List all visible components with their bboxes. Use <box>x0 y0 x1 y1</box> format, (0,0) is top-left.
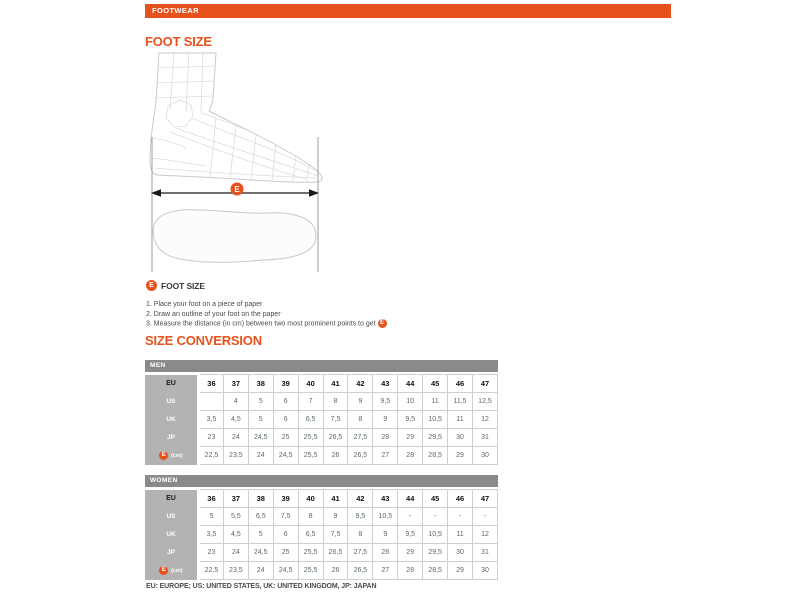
size-cell: 30 <box>448 429 473 447</box>
size-cell: 24,5 <box>273 562 298 580</box>
dimension-e-letter: E <box>234 185 240 194</box>
size-cell: 5 <box>248 526 273 544</box>
size-cell: 22,5 <box>199 447 224 465</box>
row-label-unit: (cm) <box>169 568 183 575</box>
size-cell: 45 <box>423 490 448 508</box>
size-cell: 37 <box>223 375 248 393</box>
size-cell: 25,5 <box>298 429 323 447</box>
size-cell: 9,5 <box>398 411 423 429</box>
size-cell: 30 <box>448 544 473 562</box>
size-cell: 28 <box>398 447 423 465</box>
size-cell: 25,5 <box>298 562 323 580</box>
size-cell: 8 <box>323 393 348 411</box>
size-cell: 9 <box>373 411 398 429</box>
size-cell: 44 <box>398 490 423 508</box>
size-cell: 43 <box>373 490 398 508</box>
section-title-size-conversion: SIZE CONVERSION <box>145 333 262 348</box>
size-cell: - <box>398 508 423 526</box>
size-cell: 4,5 <box>223 526 248 544</box>
size-cell: 24 <box>223 544 248 562</box>
size-cell: 6,5 <box>248 508 273 526</box>
size-cell: 39 <box>273 490 298 508</box>
row-label-unit: (cm) <box>169 453 183 460</box>
size-row-us <box>145 393 498 411</box>
size-cell: 12 <box>472 411 497 429</box>
size-cell: 28 <box>373 429 398 447</box>
size-cell: 6 <box>273 393 298 411</box>
size-cell: 28,5 <box>423 447 448 465</box>
category-header-bar: FOOTWEAR <box>145 4 671 18</box>
e-circle-icon: E <box>146 280 157 291</box>
size-cell: 4 <box>223 393 248 411</box>
size-row-cm <box>145 447 498 465</box>
size-cell: 26,5 <box>348 562 373 580</box>
size-cell: 28 <box>398 562 423 580</box>
e-circle-icon: E <box>159 451 168 460</box>
row-label <box>145 562 199 580</box>
size-cell: 8 <box>348 411 373 429</box>
size-cell: 7,5 <box>323 411 348 429</box>
size-cell: 44 <box>398 375 423 393</box>
size-cell: 39 <box>273 375 298 393</box>
size-cell: 43 <box>373 375 398 393</box>
size-cell: 29 <box>398 544 423 562</box>
size-cell: 38 <box>248 490 273 508</box>
row-label: JP <box>145 544 199 562</box>
size-cell: 26,5 <box>348 447 373 465</box>
men-table-header: MEN <box>145 360 498 372</box>
size-cell: 27,5 <box>348 429 373 447</box>
size-cell: 46 <box>448 490 473 508</box>
size-cell: 30 <box>472 562 497 580</box>
size-cell: 24 <box>248 447 273 465</box>
size-cell: 7,5 <box>273 508 298 526</box>
size-cell: 10,5 <box>423 526 448 544</box>
size-cell: - <box>423 508 448 526</box>
size-cell: 24 <box>223 429 248 447</box>
size-cell: 10,5 <box>423 411 448 429</box>
foot-size-caption <box>146 280 205 291</box>
size-cell: 24,5 <box>248 544 273 562</box>
size-cell: 5,5 <box>223 508 248 526</box>
size-cell: 24,5 <box>273 447 298 465</box>
size-cell: 23,5 <box>223 447 248 465</box>
size-cell: 12 <box>472 526 497 544</box>
size-cell: 23 <box>199 429 224 447</box>
size-cell: 9,5 <box>348 508 373 526</box>
size-cell: 5 <box>248 411 273 429</box>
size-cell: 46 <box>448 375 473 393</box>
size-cell <box>199 393 224 411</box>
instruction-step-2: 2. Draw an outline of your foot on the paper <box>146 310 281 318</box>
size-cell: 11,5 <box>448 393 473 411</box>
size-cell: 26,5 <box>323 429 348 447</box>
women-size-table <box>145 475 498 580</box>
size-cell: 30 <box>472 447 497 465</box>
footprint-outline <box>153 210 316 263</box>
size-cell: 6 <box>273 526 298 544</box>
size-cell: 42 <box>348 490 373 508</box>
women-table-grid <box>145 489 498 580</box>
size-cell: 22,5 <box>199 562 224 580</box>
size-cell: 28 <box>373 544 398 562</box>
row-label: EU <box>145 375 199 393</box>
size-cell: 47 <box>472 375 497 393</box>
size-cell: 7,5 <box>323 526 348 544</box>
size-cell: 37 <box>223 490 248 508</box>
size-cell: 29 <box>448 447 473 465</box>
size-cell: 42 <box>348 375 373 393</box>
men-size-table <box>145 360 498 465</box>
size-row-eu <box>145 375 498 393</box>
size-cell: 41 <box>323 490 348 508</box>
row-label: UK <box>145 526 199 544</box>
size-cell: 9,5 <box>373 393 398 411</box>
e-circle-icon: E <box>378 319 387 328</box>
size-cell: 9 <box>348 393 373 411</box>
size-cell: 45 <box>423 375 448 393</box>
size-cell: 28,5 <box>423 562 448 580</box>
section-title-foot-size: FOOT SIZE <box>145 34 212 49</box>
size-row-jp <box>145 544 498 562</box>
size-cell: 12,5 <box>472 393 497 411</box>
size-cell: 11 <box>448 411 473 429</box>
size-cell: 23,5 <box>223 562 248 580</box>
size-cell: 4,5 <box>223 411 248 429</box>
size-cell: 10 <box>398 393 423 411</box>
foot-size-caption-label: FOOT SIZE <box>161 280 205 291</box>
size-row-cm <box>145 562 498 580</box>
size-cell: 29,5 <box>423 544 448 562</box>
size-cell: 8 <box>298 508 323 526</box>
row-label: US <box>145 393 199 411</box>
size-cell: 29,5 <box>423 429 448 447</box>
size-cell: 41 <box>323 375 348 393</box>
size-cell: 9 <box>323 508 348 526</box>
size-cell: 47 <box>472 490 497 508</box>
size-cell: 11 <box>423 393 448 411</box>
size-cell: 24 <box>248 562 273 580</box>
size-cell: 9 <box>373 526 398 544</box>
measuring-instructions <box>146 300 387 329</box>
size-cell: 5 <box>199 508 224 526</box>
size-cell: 9,5 <box>398 526 423 544</box>
size-cell: 25 <box>273 429 298 447</box>
men-table-grid <box>145 374 498 465</box>
size-cell: 6,5 <box>298 526 323 544</box>
size-row-us <box>145 508 498 526</box>
size-cell: 11 <box>448 526 473 544</box>
size-cell: 10,5 <box>373 508 398 526</box>
size-cell: 3,5 <box>199 526 224 544</box>
size-row-jp <box>145 429 498 447</box>
size-cell: 40 <box>298 375 323 393</box>
instruction-step-3-text: 3. Measure the distance (in cm) between two most prominent points to get <box>146 320 376 328</box>
instruction-step-3 <box>146 319 387 329</box>
foot-wireframe-outline <box>150 53 322 182</box>
women-table-header: WOMEN <box>145 475 498 487</box>
size-cell: 27,5 <box>348 544 373 562</box>
foot-measurement-diagram <box>146 48 376 278</box>
size-cell: - <box>472 508 497 526</box>
size-cell: 38 <box>248 375 273 393</box>
size-row-eu <box>145 490 498 508</box>
size-cell: 24,5 <box>248 429 273 447</box>
size-cell: 31 <box>472 429 497 447</box>
size-cell: 27 <box>373 447 398 465</box>
size-row-uk <box>145 411 498 429</box>
size-cell: - <box>448 508 473 526</box>
size-cell: 6,5 <box>298 411 323 429</box>
size-cell: 29 <box>448 562 473 580</box>
size-cell: 31 <box>472 544 497 562</box>
size-cell: 25 <box>273 544 298 562</box>
size-row-uk <box>145 526 498 544</box>
size-cell: 29 <box>398 429 423 447</box>
size-cell: 5 <box>248 393 273 411</box>
instruction-step-1: 1. Place your foot on a piece of paper <box>146 301 263 308</box>
size-cell: 3,5 <box>199 411 224 429</box>
abbreviation-legend: EU: EUROPE; US: UNITED STATES, UK: UNITED KINGDOM, JP: JAPAN <box>146 583 377 590</box>
size-cell: 40 <box>298 490 323 508</box>
size-cell: 23 <box>199 544 224 562</box>
size-cell: 36 <box>199 375 224 393</box>
row-label: JP <box>145 429 199 447</box>
row-label: UK <box>145 411 199 429</box>
e-circle-icon: E <box>159 566 168 575</box>
size-cell: 7 <box>298 393 323 411</box>
row-label: EU <box>145 490 199 508</box>
size-cell: 36 <box>199 490 224 508</box>
size-cell: 25,5 <box>298 544 323 562</box>
size-cell: 25,5 <box>298 447 323 465</box>
size-cell: 6 <box>273 411 298 429</box>
size-cell: 26 <box>323 447 348 465</box>
size-cell: 26 <box>323 562 348 580</box>
size-cell: 27 <box>373 562 398 580</box>
row-label: US <box>145 508 199 526</box>
size-cell: 8 <box>348 526 373 544</box>
row-label <box>145 447 199 465</box>
size-cell: 26,5 <box>323 544 348 562</box>
